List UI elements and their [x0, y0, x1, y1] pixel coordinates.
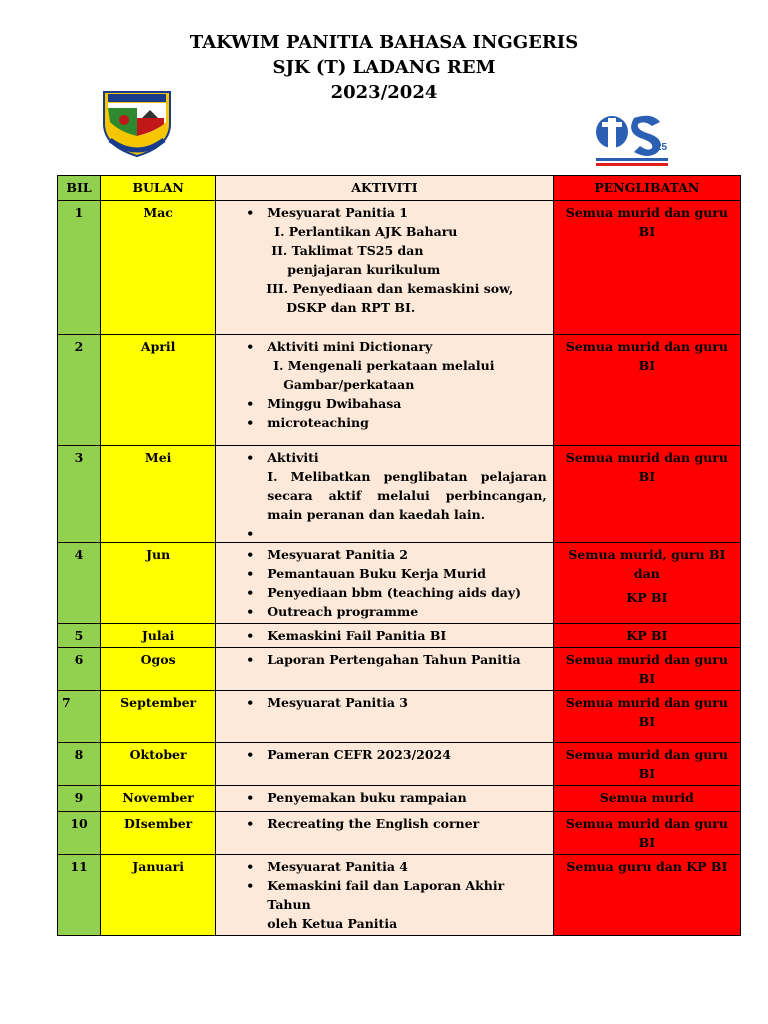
row-bulan: April [101, 335, 216, 446]
activity-sub: II. Taklimat TS25 dan [271, 243, 424, 258]
activity-item: • Pameran CEFR 2023/2024 [220, 745, 548, 764]
school-crest-icon [98, 88, 176, 158]
activity-item: • microteaching [220, 413, 548, 432]
table-header-row [58, 176, 741, 201]
row-penglibatan: Semua murid dan guru BI [553, 201, 740, 335]
activity-sub: Gambar/perkataan [283, 377, 415, 392]
penglibatan-line: Semua murid, guru BI dan [568, 547, 726, 581]
col-header-bulan: BULAN [101, 176, 216, 201]
row-penglibatan: Semua guru dan KP BI [553, 855, 740, 936]
row-penglibatan: Semua murid dan guru BI [553, 446, 740, 543]
activity-item: • Recreating the English corner [220, 814, 548, 833]
table-row [58, 446, 741, 543]
row-bulan: Januari [101, 855, 216, 936]
svg-text:25: 25 [656, 142, 668, 153]
row-aktiviti [216, 691, 553, 743]
activity-sub: oleh Ketua Panitia [267, 916, 398, 931]
table-row [58, 543, 741, 624]
row-bil: 10 [58, 812, 101, 855]
row-aktiviti [216, 812, 553, 855]
row-aktiviti [216, 543, 553, 624]
activity-sub: DSKP dan RPT BI. [286, 300, 416, 315]
row-bulan: Mac [101, 201, 216, 335]
activity-item: • Aktiviti mini Dictionary [220, 337, 548, 356]
row-bulan: September [101, 691, 216, 743]
table-row [58, 786, 741, 812]
table-row [58, 648, 741, 691]
activity-item: • Penyemakan buku rampaian [220, 788, 548, 807]
activity-item: • Kemaskini fail dan Laporan Akhir Tahun [220, 876, 548, 914]
row-bulan: DIsember [101, 812, 216, 855]
activity-item: • Kemaskini Fail Panitia BI [220, 626, 548, 645]
row-bulan: Mei [101, 446, 216, 543]
row-penglibatan: Semua murid dan guru BI [553, 812, 740, 855]
row-aktiviti [216, 624, 553, 648]
activity-sub: penjajaran kurikulum [287, 262, 441, 277]
row-bulan: Jun [101, 543, 216, 624]
col-header-aktiviti: AKTIVITI [216, 176, 553, 201]
school-name: SJK (T) LADANG REM [272, 57, 496, 78]
session-year: 2023/2024 [330, 82, 438, 103]
row-aktiviti [216, 201, 553, 335]
table-row [58, 624, 741, 648]
row-penglibatan: Semua murid dan guru BI [553, 648, 740, 691]
row-penglibatan: Semua murid dan guru BI [553, 335, 740, 446]
activity-sub: I. Perlantikan AJK Baharu [274, 224, 458, 239]
activity-item: • Penyediaan bbm (teaching aids day) [220, 583, 548, 602]
table-row [58, 335, 741, 446]
col-header-bil: BIL [58, 176, 101, 201]
ts25-logo-icon [592, 108, 672, 170]
table-row [58, 812, 741, 855]
row-penglibatan: KP BI [553, 624, 740, 648]
row-bil: 7 [58, 691, 101, 743]
document-title: TAKWIM PANITIA BAHASA INGGERIS [189, 32, 579, 53]
row-bil: 1 [58, 201, 101, 335]
row-bulan: Oktober [101, 743, 216, 786]
row-aktiviti [216, 743, 553, 786]
row-aktiviti [216, 335, 553, 446]
activity-paragraph: I. Melibatkan penglibatan pelajaran secara aktif melalui perbincangan, main peranan dan kaedah lain. [267, 469, 547, 522]
activity-item: • Mesyuarat Panitia 4 [220, 857, 548, 876]
row-bil: 4 [58, 543, 101, 624]
activity-item: • Minggu Dwibahasa [220, 394, 548, 413]
activity-item: • Mesyuarat Panitia 2 [220, 545, 548, 564]
table-row [58, 743, 741, 786]
row-aktiviti [216, 855, 553, 936]
row-bil: 9 [58, 786, 101, 812]
col-header-penglibatan: PENGLIBATAN [553, 176, 740, 201]
activity-item: • Mesyuarat Panitia 3 [220, 693, 548, 712]
activity-item: • Outreach programme [220, 602, 548, 621]
activity-sub: I. Mengenali perkataan melalui [273, 358, 495, 373]
activity-item: • Laporan Pertengahan Tahun Panitia [220, 650, 548, 669]
row-bil: 3 [58, 446, 101, 543]
row-penglibatan: Semua murid dan guru BI [553, 743, 740, 786]
row-aktiviti [216, 648, 553, 691]
row-aktiviti [216, 446, 553, 543]
activity-item: • Mesyuarat Panitia 1 [220, 203, 548, 222]
activity-item: • Pemantauan Buku Kerja Murid [220, 564, 548, 583]
penglibatan-line: KP BI [626, 590, 668, 605]
row-penglibatan: Semua murid dan guru BI [553, 691, 740, 743]
row-penglibatan: Semua murid [553, 786, 740, 812]
row-bil: 6 [58, 648, 101, 691]
row-bulan: Julai [101, 624, 216, 648]
row-bil: 11 [58, 855, 101, 936]
activity-sub: III. Penyediaan dan kemaskini sow, [266, 281, 514, 296]
table-row [58, 855, 741, 936]
row-penglibatan [553, 543, 740, 624]
activity-item: • Aktiviti [220, 448, 548, 467]
table-row [58, 201, 741, 335]
row-bil: 5 [58, 624, 101, 648]
row-bulan: November [101, 786, 216, 812]
row-bulan: Ogos [101, 648, 216, 691]
row-bil: 8 [58, 743, 101, 786]
row-aktiviti [216, 786, 553, 812]
calendar-table [57, 175, 741, 936]
table-row [58, 691, 741, 743]
row-bil: 2 [58, 335, 101, 446]
